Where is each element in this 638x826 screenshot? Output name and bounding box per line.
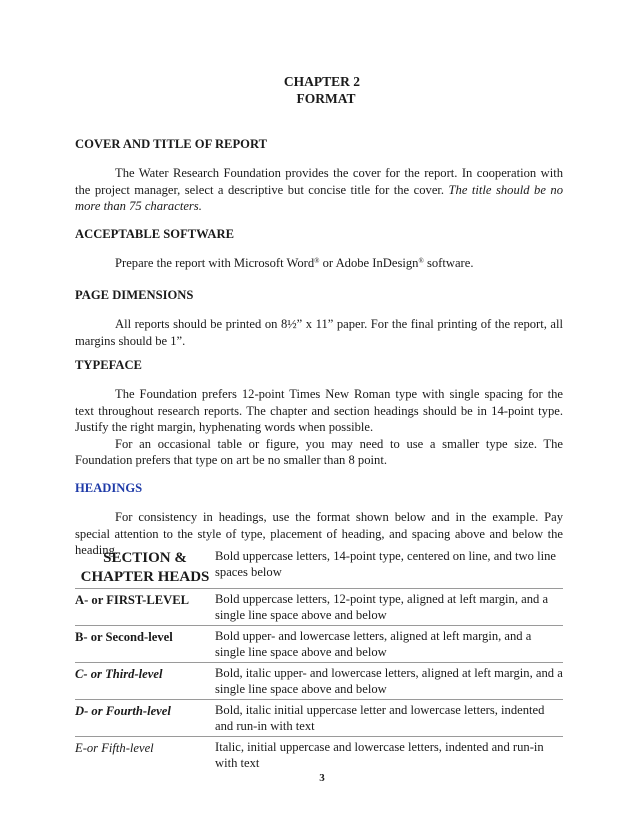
level-label: A- or FIRST-LEVEL [75, 593, 190, 607]
paragraph-software [75, 255, 563, 272]
heading-dimensions: PAGE DIMENSIONS [75, 288, 194, 302]
level-label: D- or Fourth-level [75, 704, 171, 718]
table-divider [75, 662, 563, 663]
chapter-heading [0, 73, 638, 107]
software-text-3: software. [423, 256, 474, 270]
heading-cover: COVER AND TITLE OF REPORT [75, 137, 267, 151]
heading-headings: HEADINGS [75, 481, 143, 495]
chapter-number: CHAPTER 2 [283, 74, 361, 89]
page-number [0, 770, 638, 787]
cover-body-text: The Water Research Foundation provides the cover for the report. In cooperation with the project manager, select a descriptive but concise title for the cover. [75, 166, 563, 197]
heading-typeface: TYPEFACE [75, 358, 142, 372]
table-divider [75, 625, 563, 626]
software-text-1: Prepare the report with Microsoft Word [115, 256, 315, 270]
registered-mark: ® [418, 257, 424, 265]
level-label: C- or Third-level [75, 667, 163, 681]
level-description: Bold upper- and lowercase letters, aligned at left margin, and a single line space above and below [215, 629, 532, 659]
dimensions-body-text: All reports should be printed on 8½” x 11” paper. For the final printing of the report, all margins should be 1”. [75, 317, 563, 348]
typeface-para2: For an occasional table or figure, you may need to use a smaller type size. The Foundation prefers that type on art be no smaller than 8 point. [75, 436, 563, 467]
typeface-para1: The Foundation prefers 12-point Times New Roman type with single spacing for the text throughout research reports. The chapter and section headings should be in 14-point type. Justify the right margin, hyphenating words when possible. [75, 387, 563, 434]
page-number-text: 3 [319, 772, 325, 784]
level-description: Bold, italic upper- and lowercase letters, aligned at left margin, and a single line space above and below [215, 666, 563, 696]
paragraph-typeface [75, 386, 563, 469]
paragraph-cover [75, 165, 563, 215]
level-label: SECTION & CHAPTER HEADS [80, 550, 210, 585]
level-label: B- or Second-level [75, 630, 173, 644]
heading-software: ACCEPTABLE SOFTWARE [75, 227, 234, 241]
table-divider [75, 699, 563, 700]
cover-italic-note: The title should be no more than 75 characters. [75, 182, 564, 213]
paragraph-dimensions [75, 316, 563, 349]
table-divider [75, 588, 563, 589]
registered-mark: ® [314, 257, 320, 265]
headings-body-text: For consistency in headings, use the format shown below and in the example. Pay special attention to the style of type, placement of heading, and spacing above and below the heading. [75, 510, 563, 557]
level-description: Bold uppercase letters, 14-point type, centered on line, and two line spaces below [215, 549, 556, 579]
level-description: Bold, italic initial uppercase letter and lowercase letters, indented and run-in with text [215, 703, 545, 733]
level-label: E-or Fifth-level [75, 741, 154, 755]
level-description: Bold uppercase letters, 12-point type, aligned at left margin, and a single line space above and below [215, 592, 549, 622]
software-text-2: or Adobe InDesign [319, 256, 419, 270]
level-description: Italic, initial uppercase and lowercase letters, indented and run-in with text [215, 740, 544, 770]
table-divider [75, 736, 563, 737]
chapter-title: FORMAT [296, 91, 356, 106]
